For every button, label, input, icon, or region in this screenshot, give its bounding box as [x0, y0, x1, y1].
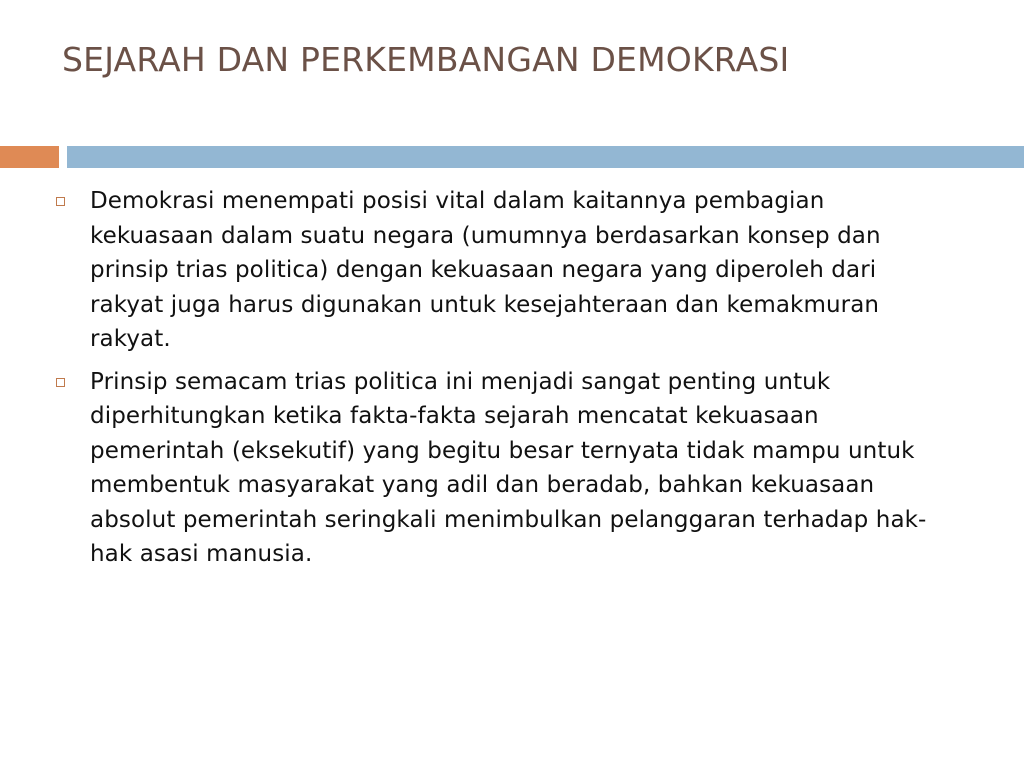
hollow-square-bullet-icon	[56, 197, 65, 206]
title-underline-bar	[67, 146, 1024, 168]
bullet-text: Demokrasi menempati posisi vital dalam kaitannya pembagian kekuasaan dalam suatu negara (umumnya berdasarkan konsep dan prinsip trias politica) dengan kekuasaan negara yang diperoleh dari rakyat juga harus digunakan untuk kesejahteraan dan kemakmuran rakyat.	[90, 188, 881, 352]
bullet-text: Prinsip semacam trias politica ini menjadi sangat penting untuk diperhitungkan ketika fakta-fakta sejarah mencatat kekuasaan pemerintah (eksekutif) yang begitu besar ternyata tidak mampu untuk membentuk masyarakat yang adil dan beradab, bahkan kekuasaan absolut pemerintah seringkali menimbulkan pelanggaran terhadap hak-hak asasi manusia.	[90, 368, 927, 567]
slide-title: SEJARAH DAN PERKEMBANGAN DEMOKRASI	[62, 40, 790, 79]
title-accent-bar	[0, 146, 59, 168]
bullet-item	[52, 365, 932, 572]
bullet-item	[52, 184, 932, 357]
bullet-list	[52, 184, 932, 580]
hollow-square-bullet-icon	[56, 378, 65, 387]
